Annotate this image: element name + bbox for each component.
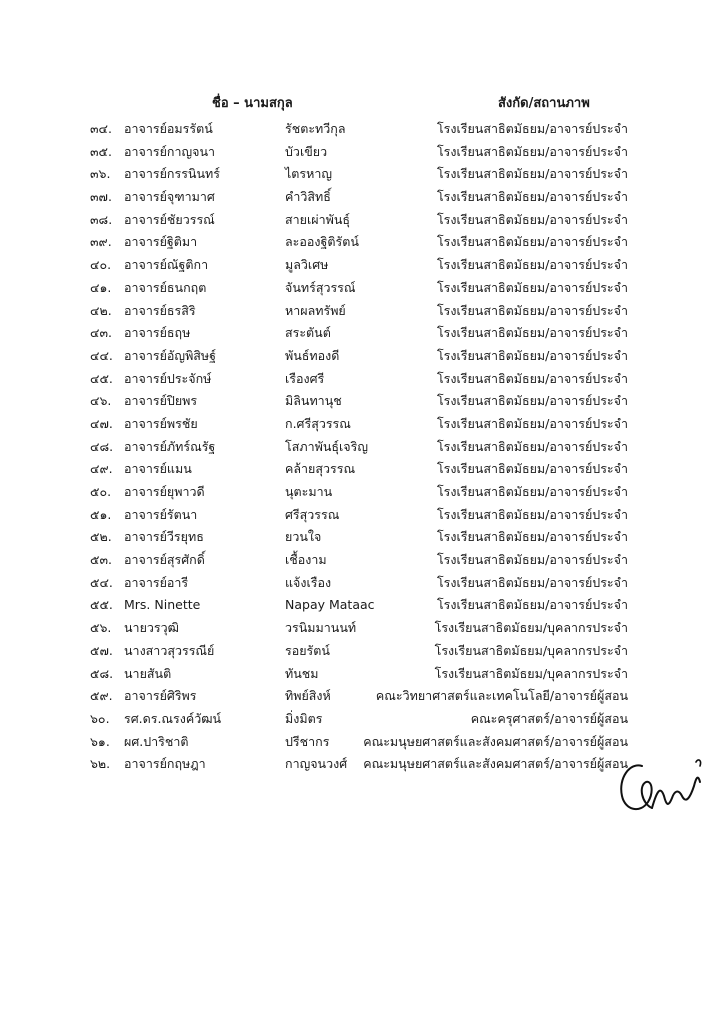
row-last-name: ทิพย์สิงห์ [285, 688, 331, 704]
list-row [0, 231, 724, 254]
row-last-name: บัวเขียว [285, 143, 328, 159]
row-first-name: นายสันติ [124, 665, 172, 681]
row-first-name: อาจารย์ชัยวรรณ์ [124, 211, 215, 227]
list-row [0, 254, 724, 277]
row-number: ๓๔. [90, 121, 112, 136]
row-affiliation: โรงเรียนสาธิตมัธยม/อาจารย์ประจำ [436, 166, 628, 182]
name-list [0, 118, 724, 776]
row-affiliation: โรงเรียนสาธิตมัธยม/อาจารย์ประจำ [436, 234, 628, 250]
row-affiliation: โรงเรียนสาธิตมัธยม/อาจารย์ประจำ [436, 143, 628, 159]
row-last-name: Napay Mataac [285, 597, 375, 613]
row-affiliation: โรงเรียนสาธิตมัธยม/อาจารย์ประจำ [436, 121, 628, 136]
row-last-name: ศรีสุวรรณ [285, 506, 340, 522]
row-number: ๓๗. [90, 189, 112, 205]
row-number: ๔๒. [90, 302, 112, 318]
row-last-name: เชื้องาม [285, 552, 327, 568]
row-number: ๕๑. [90, 506, 112, 522]
row-number: ๔๐. [90, 257, 112, 273]
row-number: ๔๓. [90, 325, 112, 341]
list-row [0, 526, 724, 549]
list-row [0, 368, 724, 391]
list-row [0, 141, 724, 164]
list-row [0, 481, 724, 504]
row-first-name: อาจารย์ธฤษ [124, 325, 191, 341]
row-first-name: อาจารย์ศิริพร [124, 688, 197, 704]
row-first-name: อาจารย์อัญพิสิษฐ์ [124, 347, 217, 363]
list-row [0, 663, 724, 686]
name-column-header: ชื่อ – นามสกุล [212, 96, 293, 111]
row-last-name: คล้ายสุวรรณ [285, 461, 356, 477]
row-first-name: นายวรวุฒิ [124, 620, 179, 636]
row-number: ๔๘. [90, 438, 114, 454]
list-row [0, 458, 724, 481]
list-row [0, 572, 724, 595]
row-number: ๕๙. [90, 688, 113, 704]
row-number: ๖๑. [90, 733, 110, 749]
row-first-name: อาจารย์กฤษฎา [124, 756, 206, 772]
row-last-name: นุตะมาน [285, 484, 333, 499]
row-affiliation: โรงเรียนสาธิตมัธยม/บุคลากรประจำ [434, 665, 628, 681]
row-last-name: จันทร์สุวรรณ์ [285, 279, 356, 295]
row-affiliation: โรงเรียนสาธิตมัธยม/อาจารย์ประจำ [436, 393, 628, 409]
row-affiliation: คณะวิทยาศาสตร์และเทคโนโลยี/อาจารย์ผู้สอน [375, 688, 628, 704]
row-first-name: Mrs. Ninette [124, 597, 201, 613]
row-affiliation: โรงเรียนสาธิตมัธยม/บุคลากรประจำ [434, 642, 628, 658]
list-row [0, 685, 724, 708]
row-last-name: มิลินทานุช [285, 393, 342, 409]
list-row [0, 118, 724, 141]
list-row [0, 322, 724, 345]
list-row [0, 186, 724, 209]
row-first-name: อาจารย์ณัฐติกา [124, 257, 209, 273]
row-last-name: แจ้งเรือง [285, 574, 332, 590]
handwritten-signature [612, 752, 712, 832]
row-last-name: พันธ์ทองดี [285, 347, 340, 363]
row-first-name: รศ.ดร.ณรงค์วัฒน์ [124, 710, 222, 726]
row-first-name: อาจารย์อารี [124, 574, 189, 590]
row-affiliation: โรงเรียนสาธิตมัธยม/อาจารย์ประจำ [436, 552, 628, 568]
row-first-name: อาจารย์ฐิติมา [124, 234, 198, 250]
list-row [0, 163, 724, 186]
row-number: ๕๖. [90, 620, 112, 636]
list-row [0, 209, 724, 232]
row-number: ๕๗. [90, 642, 113, 658]
row-last-name: กาญจนวงศ์ [285, 756, 348, 772]
row-first-name: อาจารย์วีรยุทธ [124, 529, 204, 545]
list-row [0, 708, 724, 731]
row-first-name: อาจารย์สุรศักดิ์ [124, 552, 205, 568]
row-last-name: คำวิสิทธิ์ [285, 189, 331, 205]
row-number: ๔๗. [90, 415, 113, 431]
row-last-name: มูลวิเศษ [285, 257, 329, 273]
row-last-name: เรืองศรี [285, 370, 325, 386]
row-number: ๕๐. [90, 484, 112, 499]
row-last-name: โสภาพันธุ์เจริญ [285, 438, 368, 454]
row-last-name: รัชตะทวีกุล [285, 121, 346, 136]
table-header [0, 92, 724, 112]
row-affiliation: โรงเรียนสาธิตมัธยม/อาจารย์ประจำ [436, 484, 628, 499]
row-affiliation: โรงเรียนสาธิตมัธยม/อาจารย์ประจำ [436, 257, 628, 273]
list-row [0, 504, 724, 527]
row-affiliation: โรงเรียนสาธิตมัธยม/อาจารย์ประจำ [436, 302, 628, 318]
row-last-name: ปรีชากร [285, 733, 330, 749]
row-number: ๔๕. [90, 370, 113, 386]
row-number: ๖๒. [90, 756, 111, 772]
row-number: ๔๔. [90, 347, 113, 363]
row-last-name: หาผลทรัพย์ [285, 302, 346, 318]
row-affiliation: คณะครุศาสตร์/อาจารย์ผู้สอน [470, 710, 628, 726]
row-number: ๓๙. [90, 234, 112, 250]
row-affiliation: คณะมนุษยศาสตร์และสังคมศาสตร์/อาจารย์ผู้สอน [363, 733, 628, 749]
list-row [0, 277, 724, 300]
row-affiliation: โรงเรียนสาธิตมัธยม/อาจารย์ประจำ [436, 529, 628, 545]
row-number: ๖๐. [90, 710, 110, 726]
row-affiliation: โรงเรียนสาธิตมัธยม/อาจารย์ประจำ [436, 415, 628, 431]
row-affiliation: โรงเรียนสาธิตมัธยม/บุคลากรประจำ [434, 620, 628, 636]
row-affiliation: โรงเรียนสาธิตมัธยม/อาจารย์ประจำ [436, 438, 628, 454]
row-first-name: อาจารย์ปิยพร [124, 393, 198, 409]
row-number: ๓๘. [90, 211, 113, 227]
row-affiliation: โรงเรียนสาธิตมัธยม/อาจารย์ประจำ [436, 370, 628, 386]
affiliation-column-header: สังกัด/สถานภาพ [498, 96, 590, 111]
row-number: ๕๓. [90, 552, 112, 568]
row-affiliation: โรงเรียนสาธิตมัธยม/อาจารย์ประจำ [436, 506, 628, 522]
row-first-name: อาจารย์จุฑามาศ [124, 189, 215, 205]
row-last-name: ก.ศรีสุวรรณ [285, 415, 351, 431]
row-first-name: อาจารย์ภัทร์ณรัฐ [124, 438, 216, 454]
row-last-name: รอยรัตน์ [285, 642, 330, 658]
row-number: ๓๕. [90, 143, 112, 159]
row-affiliation: โรงเรียนสาธิตมัธยม/อาจารย์ประจำ [436, 189, 628, 205]
row-affiliation: โรงเรียนสาธิตมัธยม/อาจารย์ประจำ [436, 279, 628, 295]
list-row [0, 413, 724, 436]
row-first-name: อาจารย์พรชัย [124, 415, 198, 431]
row-last-name: ละอองฐิติรัตน์ [285, 234, 359, 250]
row-first-name: อาจารย์ประจักษ์ [124, 370, 212, 386]
row-last-name: สระตันต์ [285, 325, 331, 341]
row-number: ๕๕. [90, 597, 113, 613]
row-first-name: อาจารย์รัตนา [124, 506, 198, 522]
row-number: ๓๖. [90, 166, 111, 182]
row-number: ๔๙. [90, 461, 113, 477]
row-affiliation: โรงเรียนสาธิตมัธยม/อาจารย์ประจำ [436, 211, 628, 227]
row-affiliation: คณะมนุษยศาสตร์และสังคมศาสตร์/อาจารย์ผู้สอน [363, 756, 628, 772]
row-first-name: อาจารย์ธนกฤต [124, 279, 207, 295]
list-row [0, 300, 724, 323]
list-row [0, 436, 724, 459]
row-last-name: ไตรหาญ [285, 166, 333, 182]
row-last-name: มิ่งมิตร [285, 710, 323, 726]
row-last-name: สายเผ่าพันธุ์ [285, 211, 351, 227]
row-affiliation: โรงเรียนสาธิตมัธยม/อาจารย์ประจำ [436, 597, 628, 613]
row-first-name: อาจารย์ยุพาวดี [124, 484, 205, 499]
row-affiliation: โรงเรียนสาธิตมัธยม/อาจารย์ประจำ [436, 574, 628, 590]
list-row [0, 617, 724, 640]
row-first-name: อาจารย์ธรสิริ [124, 302, 196, 318]
list-row [0, 390, 724, 413]
list-row [0, 594, 724, 617]
row-first-name: อาจารย์กาญจนา [124, 143, 216, 159]
list-row [0, 640, 724, 663]
row-last-name: ยวนใจ [285, 529, 322, 545]
list-row [0, 731, 724, 754]
row-last-name: ทันชม [285, 665, 319, 681]
row-number: ๕๘. [90, 665, 114, 681]
row-number: ๔๖. [90, 393, 112, 409]
row-first-name: อาจารย์อมรรัตน์ [124, 121, 213, 136]
list-row [0, 345, 724, 368]
row-number: ๕๒. [90, 529, 112, 545]
row-first-name: นางสาวสุวรรณีย์ [124, 642, 215, 658]
row-first-name: ผศ.ปาริชาติ [124, 733, 189, 749]
row-affiliation: โรงเรียนสาธิตมัธยม/อาจารย์ประจำ [436, 461, 628, 477]
row-first-name: อาจารย์แมน [124, 461, 192, 477]
list-row [0, 549, 724, 572]
row-last-name: วรนิมมานนท์ [285, 620, 357, 636]
row-affiliation: โรงเรียนสาธิตมัธยม/อาจารย์ประจำ [436, 325, 628, 341]
row-first-name: อาจารย์กรรนินทร์ [124, 166, 220, 182]
row-affiliation: โรงเรียนสาธิตมัธยม/อาจารย์ประจำ [436, 347, 628, 363]
row-number: ๔๑. [90, 279, 112, 295]
row-number: ๕๔. [90, 574, 113, 590]
